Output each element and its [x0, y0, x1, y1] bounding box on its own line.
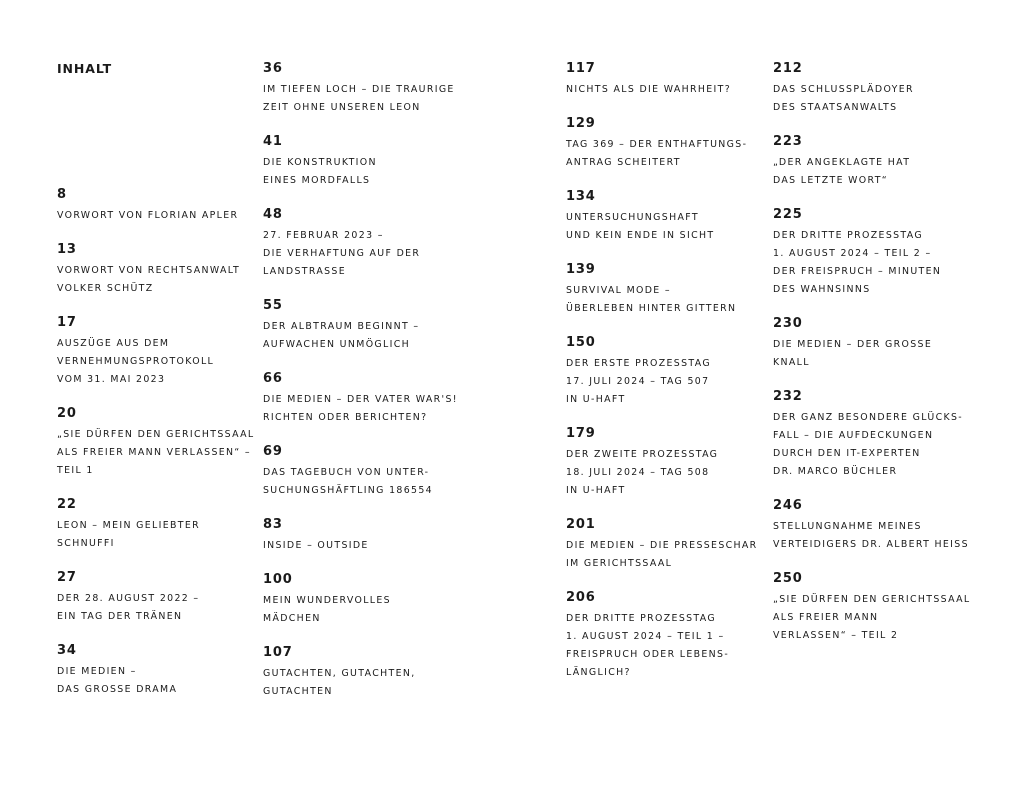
toc-entry	[566, 590, 766, 682]
toc-title-line: FALL – DIE AUFDECKUNGEN	[773, 430, 934, 441]
toc-title-line: MEIN WUNDERVOLLES	[263, 595, 391, 606]
toc-title-line: VOM 31. MAI 2023	[57, 374, 166, 385]
toc-title-line: RICHTEN ODER BERICHTEN?	[263, 412, 428, 423]
toc-chapter-title	[263, 81, 463, 117]
toc-title-line: DER ERSTE PROZESSTAG	[566, 358, 711, 369]
toc-title-line: VORWORT VON FLORIAN APLER	[57, 210, 239, 221]
toc-entry	[263, 645, 463, 701]
toc-column	[263, 61, 463, 718]
toc-chapter-title	[773, 336, 973, 372]
toc-page-number: 27	[57, 570, 77, 585]
toc-title-line: LÄNGLICH?	[566, 667, 631, 678]
toc-entry	[566, 335, 766, 409]
toc-title-line: ÜBERLEBEN HINTER GITTERN	[566, 303, 737, 314]
toc-title-line: DAS LETZTE WORT“	[773, 175, 888, 186]
toc-page-number: 117	[566, 61, 596, 76]
toc-entry	[263, 134, 463, 190]
toc-page-number: 134	[566, 189, 596, 204]
toc-title-line: AUFWACHEN UNMÖGLICH	[263, 339, 411, 350]
toc-chapter-title	[57, 426, 257, 480]
toc-chapter-title	[263, 391, 463, 427]
toc-chapter-title	[773, 81, 973, 117]
toc-title-line: DIE MEDIEN –	[57, 666, 137, 677]
toc-page-number: 100	[263, 572, 293, 587]
toc-page-number: 206	[566, 590, 596, 605]
toc-title-line: 1. AUGUST 2024 – TEIL 1 –	[566, 631, 725, 642]
toc-chapter-title	[57, 335, 257, 389]
toc-heading: INHALT	[57, 61, 113, 76]
toc-page-number: 41	[263, 134, 283, 149]
toc-title-line: „SIE DÜRFEN DEN GERICHTSSAAL	[57, 429, 255, 440]
toc-entry	[57, 497, 257, 553]
toc-chapter-title	[566, 537, 766, 573]
toc-column	[566, 61, 766, 699]
toc-chapter-title	[773, 409, 973, 481]
toc-chapter-title	[263, 464, 463, 500]
toc-title-line: DR. MARCO BÜCHLER	[773, 466, 898, 477]
toc-page-number: 17	[57, 315, 77, 330]
toc-chapter-title	[566, 282, 766, 318]
toc-column	[57, 61, 257, 716]
toc-title-line: EINES MORDFALLS	[263, 175, 371, 186]
toc-chapter-title	[773, 591, 973, 645]
toc-chapter-title	[566, 610, 766, 682]
toc-page-number: 107	[263, 645, 293, 660]
toc-title-line: DER GANZ BESONDERE GLÜCKS-	[773, 412, 963, 423]
toc-page-number: 83	[263, 517, 283, 532]
toc-title-line: IN U-HAFT	[566, 394, 626, 405]
toc-title-line: VERLASSEN“ – TEIL 2	[773, 630, 899, 641]
toc-page-number: 129	[566, 116, 596, 131]
toc-title-line: MÄDCHEN	[263, 613, 321, 624]
toc-chapter-title	[57, 262, 257, 298]
toc-chapter-title	[566, 355, 766, 409]
toc-title-line: EIN TAG DER TRÄNEN	[57, 611, 183, 622]
toc-page-number: 179	[566, 426, 596, 441]
toc-page-number: 36	[263, 61, 283, 76]
toc-entry	[773, 134, 973, 190]
toc-page-number: 139	[566, 262, 596, 277]
toc-title-line: DER ZWEITE PROZESSTAG	[566, 449, 719, 460]
toc-title-line: FREISPRUCH ODER LEBENS-	[566, 649, 730, 660]
toc-page-number: 250	[773, 571, 803, 586]
toc-title-line: DER ALBTRAUM BEGINNT –	[263, 321, 420, 332]
toc-page-number: 201	[566, 517, 596, 532]
toc-entry	[773, 316, 973, 372]
toc-title-line: IN U-HAFT	[566, 485, 626, 496]
toc-chapter-title	[263, 592, 463, 628]
toc-title-line: 17. JULI 2024 – TAG 507	[566, 376, 710, 387]
toc-entry	[263, 61, 463, 117]
toc-title-line: DES STAATSANWALTS	[773, 102, 898, 113]
toc-entry	[773, 498, 973, 554]
toc-page-number: 48	[263, 207, 283, 222]
toc-chapter-title	[566, 81, 766, 99]
toc-entry	[263, 517, 463, 555]
toc-title-line: SCHNUFFI	[57, 538, 115, 549]
toc-entry	[773, 207, 973, 299]
toc-chapter-title	[773, 518, 973, 554]
toc-chapter-title	[57, 590, 257, 626]
toc-page-number: 22	[57, 497, 77, 512]
toc-page-number: 223	[773, 134, 803, 149]
toc-entry	[263, 207, 463, 281]
toc-title-line: SUCHUNGSHÄFTLING 186554	[263, 485, 433, 496]
toc-page-number: 246	[773, 498, 803, 513]
toc-title-line: GUTACHTEN	[263, 686, 333, 697]
toc-chapter-title	[263, 537, 463, 555]
toc-title-line: DIE KONSTRUKTION	[263, 157, 377, 168]
toc-title-line: GUTACHTEN, GUTACHTEN,	[263, 668, 416, 679]
toc-title-line: IM GERICHTSSAAL	[566, 558, 673, 569]
toc-entry	[566, 61, 766, 99]
toc-chapter-title	[57, 517, 257, 553]
toc-title-line: INSIDE – OUTSIDE	[263, 540, 369, 551]
toc-page-number: 8	[57, 187, 67, 202]
toc-entry	[57, 242, 257, 298]
toc-page-number: 225	[773, 207, 803, 222]
toc-title-line: AUSZÜGE AUS DEM	[57, 338, 170, 349]
toc-title-line: DIE MEDIEN – DER GROSSE	[773, 339, 933, 350]
toc-chapter-title	[773, 154, 973, 190]
toc-chapter-title	[263, 154, 463, 190]
toc-page-number: 66	[263, 371, 283, 386]
toc-title-line: DIE VERHAFTUNG AUF DER	[263, 248, 421, 259]
toc-entry	[566, 517, 766, 573]
toc-title-line: UNTERSUCHUNGSHAFT	[566, 212, 699, 223]
toc-entry	[263, 371, 463, 427]
toc-title-line: 18. JULI 2024 – TAG 508	[566, 467, 710, 478]
toc-title-line: 1. AUGUST 2024 – TEIL 2 –	[773, 248, 932, 259]
toc-entry	[57, 643, 257, 699]
toc-page-number: 13	[57, 242, 77, 257]
toc-entry	[566, 426, 766, 500]
toc-title-line: KNALL	[773, 357, 810, 368]
toc-title-line: ALS FREIER MANN	[773, 612, 879, 623]
toc-title-line: DER DRITTE PROZESSTAG	[773, 230, 923, 241]
toc-chapter-title	[57, 663, 257, 699]
toc-title-line: IM TIEFEN LOCH – DIE TRAURIGE	[263, 84, 455, 95]
toc-title-line: VORWORT VON RECHTSANWALT	[57, 265, 241, 276]
toc-title-line: DES WAHNSINNS	[773, 284, 871, 295]
toc-page-number: 69	[263, 444, 283, 459]
toc-title-line: UND KEIN ENDE IN SICHT	[566, 230, 715, 241]
toc-title-line: DAS GROSSE DRAMA	[57, 684, 178, 695]
toc-entry	[263, 298, 463, 354]
toc-page-number: 230	[773, 316, 803, 331]
toc-title-line: VOLKER SCHÜTZ	[57, 283, 154, 294]
toc-title-line: DAS SCHLUSSPLÄDOYER	[773, 84, 914, 95]
right-page	[510, 0, 1020, 812]
toc-title-line: DAS TAGEBUCH VON UNTER-	[263, 467, 430, 478]
toc-entry	[566, 116, 766, 172]
toc-title-line: DIE MEDIEN – DIE PRESSESCHAR	[566, 540, 758, 551]
toc-entry	[566, 189, 766, 245]
toc-chapter-title	[566, 136, 766, 172]
toc-page-number: 55	[263, 298, 283, 313]
toc-entry	[773, 61, 973, 117]
toc-title-line: LANDSTRASSE	[263, 266, 346, 277]
toc-chapter-title	[773, 227, 973, 299]
toc-title-line: NICHTS ALS DIE WAHRHEIT?	[566, 84, 732, 95]
toc-title-line: VERNEHMUNGSPROTOKOLL	[57, 356, 215, 367]
toc-page-number: 212	[773, 61, 803, 76]
toc-page-number: 34	[57, 643, 77, 658]
toc-chapter-title	[263, 318, 463, 354]
toc-page-number: 20	[57, 406, 77, 421]
toc-chapter-title	[57, 207, 257, 225]
toc-title-line: „SIE DÜRFEN DEN GERICHTSSAAL	[773, 594, 971, 605]
toc-title-line: DER 28. AUGUST 2022 –	[57, 593, 200, 604]
toc-chapter-title	[263, 665, 463, 701]
toc-page-number: 232	[773, 389, 803, 404]
toc-column	[773, 61, 973, 662]
toc-page-number: 150	[566, 335, 596, 350]
toc-entry	[773, 389, 973, 481]
toc-title-line: DURCH DEN IT-EXPERTEN	[773, 448, 921, 459]
toc-entry	[57, 406, 257, 480]
toc-title-line: 27. FEBRUAR 2023 –	[263, 230, 384, 241]
toc-entry	[57, 570, 257, 626]
toc-entry	[57, 187, 257, 225]
toc-title-line: ALS FREIER MANN VERLASSEN“ –	[57, 447, 251, 458]
toc-entry	[263, 444, 463, 500]
toc-title-line: STELLUNGNAHME MEINES	[773, 521, 922, 532]
toc-title-line: TEIL 1	[57, 465, 94, 476]
toc-entry	[773, 571, 973, 645]
toc-title-line: LEON – MEIN GELIEBTER	[57, 520, 201, 531]
toc-entry	[566, 262, 766, 318]
toc-title-line: TAG 369 – DER ENTHAFTUNGS-	[566, 139, 748, 150]
toc-entry	[263, 572, 463, 628]
toc-title-line: ZEIT OHNE UNSEREN LEON	[263, 102, 421, 113]
toc-title-line: SURVIVAL MODE –	[566, 285, 671, 296]
toc-entry	[57, 315, 257, 389]
toc-chapter-title	[263, 227, 463, 281]
toc-title-line: VERTEIDIGERS DR. ALBERT HEISS	[773, 539, 969, 550]
toc-chapter-title	[566, 446, 766, 500]
toc-title-line: DER FREISPRUCH – MINUTEN	[773, 266, 942, 277]
toc-title-line: DIE MEDIEN – DER VATER WAR'S!	[263, 394, 458, 405]
toc-title-line: DER DRITTE PROZESSTAG	[566, 613, 716, 624]
toc-chapter-title	[566, 209, 766, 245]
toc-title-line: ANTRAG SCHEITERT	[566, 157, 681, 168]
toc-title-line: „DER ANGEKLAGTE HAT	[773, 157, 911, 168]
